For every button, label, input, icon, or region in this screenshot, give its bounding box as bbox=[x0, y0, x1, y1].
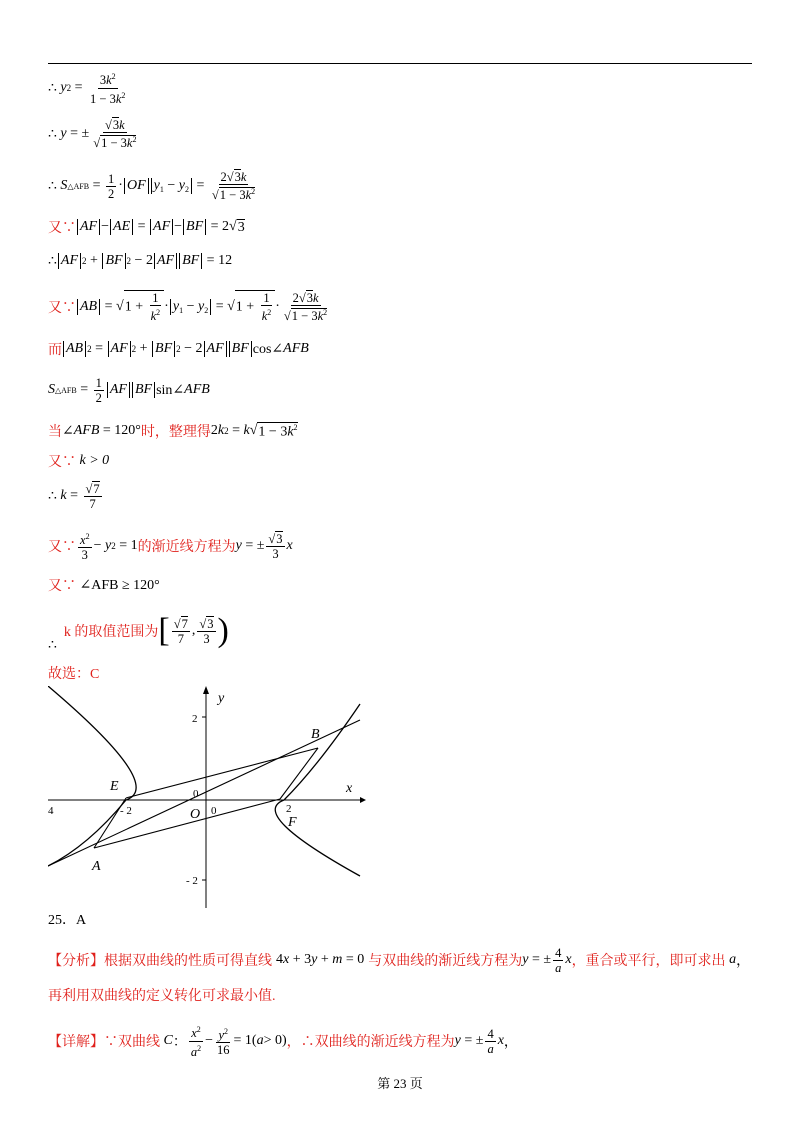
q25-heading: 25．A bbox=[48, 913, 87, 928]
x-axis-label: x bbox=[346, 781, 353, 796]
origin-zero-left: 0 bbox=[193, 788, 199, 800]
eq-cosine-law: 而 AB 2 = AF 2 + BF 2 − 2 AF BF cos∠ AFB bbox=[48, 341, 309, 358]
eq-k-positive: 又∵ k > 0 bbox=[48, 453, 110, 470]
eq-k-range: ∴ k 的取值范围为 [ $\frac{√7}{7}$ , $\frac{√3}{3}$ ) bbox=[48, 612, 229, 653]
y-axis-label: y bbox=[218, 691, 225, 706]
eq-y-squared: ∴ y 2 = $\frac{3k^2}{1 - 3k^2}$ bbox=[48, 72, 126, 106]
tick-label-x-far: 4 bbox=[48, 805, 54, 817]
header-rule bbox=[48, 63, 752, 64]
eq-area-sine: S △AFB = $\frac{1}{2}$ AF BF sin∠ AFB bbox=[48, 375, 210, 405]
eq-angle-bound: 又∵ ∠AFB ≥ 120° bbox=[48, 577, 160, 594]
q25-analysis-line2: 再利用双曲线的定义转化可求最小值. bbox=[48, 989, 276, 1004]
q25-analysis-line1: 【分析】 根据双曲线的性质可得直线 4x + 3y + m = 0 与双曲线的渐近线方程为 y = ± $\frac{4}{a}$ x ，重合或平行，即可求出 a ， bbox=[48, 945, 751, 975]
line-bf bbox=[280, 748, 318, 799]
point-e-label: E bbox=[110, 779, 119, 794]
q25-detail-line: 【详解】 ∵双曲线 C ： $\frac{x^2}{a^2}$ − $\frac{y^2}{16}$ = 1( a > 0) ，∴双曲线的渐近线方程为 y = ± $\frac{4}{a}$ x ， bbox=[48, 1025, 518, 1059]
origin-label: O bbox=[190, 807, 201, 822]
tick-label-y-neg2: - 2 bbox=[186, 875, 198, 887]
origin-zero-right: 0 bbox=[211, 805, 217, 817]
eq-sum-squares: ∴ AF 2 + BF 2 − 2 AF BF = 12 bbox=[48, 253, 233, 269]
tick-label-y-2: 2 bbox=[192, 713, 198, 725]
hyperbola-graph bbox=[48, 686, 368, 908]
eq-condition-120: 当 ∠ AFB = 120° 时，整理得 2 k 2 = k √ $1 - 3k^2$ bbox=[48, 422, 298, 440]
point-f-label: F bbox=[288, 815, 297, 830]
tick-label-x-2: 2 bbox=[286, 803, 292, 815]
point-a-label: A bbox=[92, 859, 101, 874]
tick-label-x-neg2: - 2 bbox=[120, 805, 132, 817]
line-eb bbox=[126, 748, 318, 798]
eq-k-value: ∴ k = $\frac{√7}{7}$ bbox=[48, 481, 100, 511]
point-b-label: B bbox=[311, 727, 320, 742]
eq-focal-diff: 又∵ AF − AE = AF − BF = 2√ 3 bbox=[48, 219, 245, 236]
page-footer: 第 23 页 bbox=[377, 1076, 423, 1091]
eq-chord-ab: 又∵ AB = √ 1 + $\frac{1}{k^2}$ · $y_1 - y_2$ = √ 1 + $\frac{1}{k^2}$ · $\frac{2√3k}{√1 - 3k^2}$ bbox=[48, 290, 328, 324]
eq-asymptote: 又∵ $\frac{x^2}{3}$ − y 2 = 1 的渐近线方程为 y = ± $\frac{√3}{3}$ x bbox=[48, 531, 293, 563]
x-axis-arrow bbox=[360, 797, 366, 803]
eq-area-afb: ∴ S △AFB = $\frac{1}{2}$ · OF $y_1 - y_2$ = $\frac{2√3k}{√1 - 3k^2}$ bbox=[48, 169, 256, 203]
answer-line: 故选：C bbox=[48, 667, 100, 682]
eq-y: ∴ y = ± $\frac{√3k}{√1 - 3k^2}$ bbox=[48, 117, 137, 151]
y-axis-arrow bbox=[203, 686, 209, 694]
hyperbola-left-branch bbox=[48, 686, 136, 866]
